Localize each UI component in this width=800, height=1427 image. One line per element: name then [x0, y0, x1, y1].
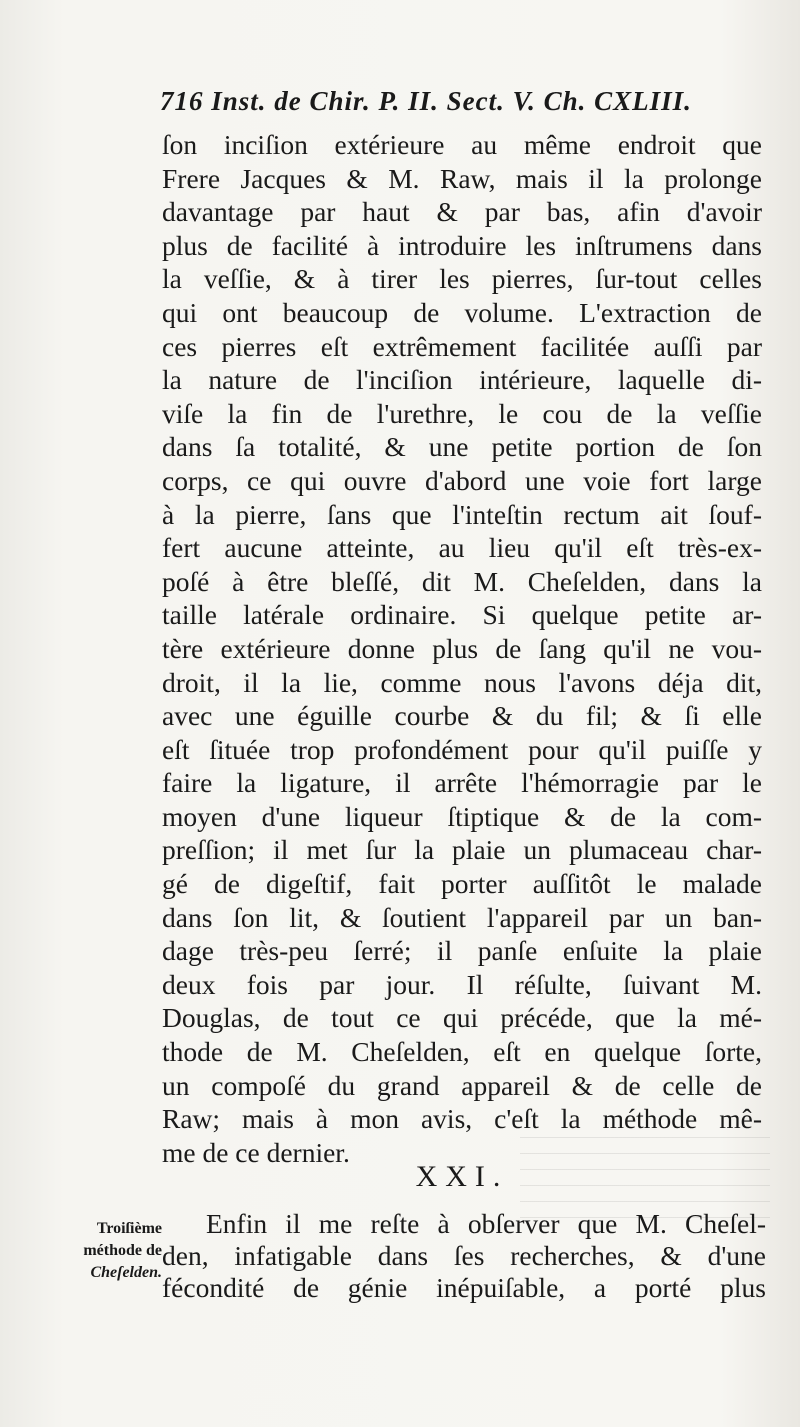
text-line: thode de M. Cheſelden, eſt en quelque ſorte,	[162, 1036, 762, 1068]
text-line: den, infatigable dans ſes recherches, & d'une	[162, 1240, 766, 1271]
running-head: 716 Inst. de Chir. P. II. Sect. V. Ch. CXLIII.	[160, 86, 692, 116]
text-line: Enfin il me reſte à obſerver que M. Cheſel-	[206, 1208, 766, 1239]
text-line: davantage par haut & par bas, afin d'avoir	[162, 196, 762, 228]
text-line: me de ce dernier.	[162, 1136, 350, 1168]
text-line: qui ont beaucoup de volume. L'extraction de	[162, 296, 762, 328]
text-line: moyen d'une liqueur ſtiptique & de la com-	[162, 800, 762, 832]
second-paragraph	[162, 1208, 766, 1304]
marginal-note	[30, 1218, 162, 1284]
text-line: droit, il la lie, comme nous l'avons déja dit,	[162, 666, 762, 698]
marginal-note-line: Cheſelden.	[90, 1264, 162, 1281]
text-line: un compoſé du grand appareil & de celle de	[162, 1069, 762, 1101]
text-line: Raw; mais à mon avis, c'eſt la méthode mê-	[162, 1103, 762, 1135]
text-line: ces pierres eſt extrêmement facilitée auſſi par	[162, 330, 762, 362]
text-line: la nature de l'inciſion intérieure, laquelle di-	[162, 364, 762, 396]
text-line: Douglas, de tout ce qui précéde, que la mé-	[162, 1002, 762, 1034]
text-line: ſon inciſion extérieure au même endroit que	[162, 129, 762, 160]
text-line: taille latérale ordinaire. Si quelque petite ar-	[162, 599, 762, 631]
text-line: plus de facilité à introduire les inſtrumens dans	[162, 229, 762, 261]
text-line: fert aucune atteinte, au lieu qu'il eſt très-ex-	[162, 532, 762, 564]
text-line: viſe la fin de l'urethre, le cou de la veſſie	[162, 397, 762, 429]
text-line: preſſion; il met ſur la plaie un plumaceau char-	[162, 834, 762, 866]
text-line: tère extérieure donne plus de ſang qu'il ne vou-	[162, 632, 762, 664]
text-line: à la pierre, ſans que l'inteſtin rectum ait ſouf-	[162, 498, 762, 530]
marginal-note-line: Troiſième	[96, 1220, 162, 1237]
text-line: fécondité de génie inépuiſable, a porté plus	[162, 1272, 766, 1303]
text-line: dage très-peu ſerré; il panſe enſuite la plaie	[162, 935, 762, 967]
main-paragraph	[162, 128, 762, 1169]
text-line: faire la ligature, il arrête l'hémorragie par le	[162, 767, 762, 799]
text-line: Frere Jacques & M. Raw, mais il la prolonge	[162, 162, 762, 194]
text-line: dans ſa totalité, & une petite portion de ſon	[162, 431, 762, 463]
marginal-note-line: méthode de	[83, 1242, 162, 1259]
text-line: la veſſie, & à tirer les pierres, ſur-tout celles	[162, 263, 762, 295]
text-line: dans ſon lit, & ſoutient l'appareil par un ban-	[162, 901, 762, 933]
section-heading: XXI.	[415, 1160, 509, 1193]
text-line: avec une éguille courbe & du fil; & ſi elle	[162, 700, 762, 732]
text-line: eſt ſituée trop profondément pour qu'il puiſſe y	[162, 733, 762, 765]
text-line: deux fois par jour. Il réſulte, ſuivant M.	[162, 968, 762, 1000]
text-line: gé de digeſtif, fait porter auſſitôt le malade	[162, 868, 762, 900]
text-line: corps, ce qui ouvre d'abord une voie fort large	[162, 464, 762, 496]
text-line: poſé à être bleſſé, dit M. Cheſelden, dans la	[162, 565, 762, 597]
